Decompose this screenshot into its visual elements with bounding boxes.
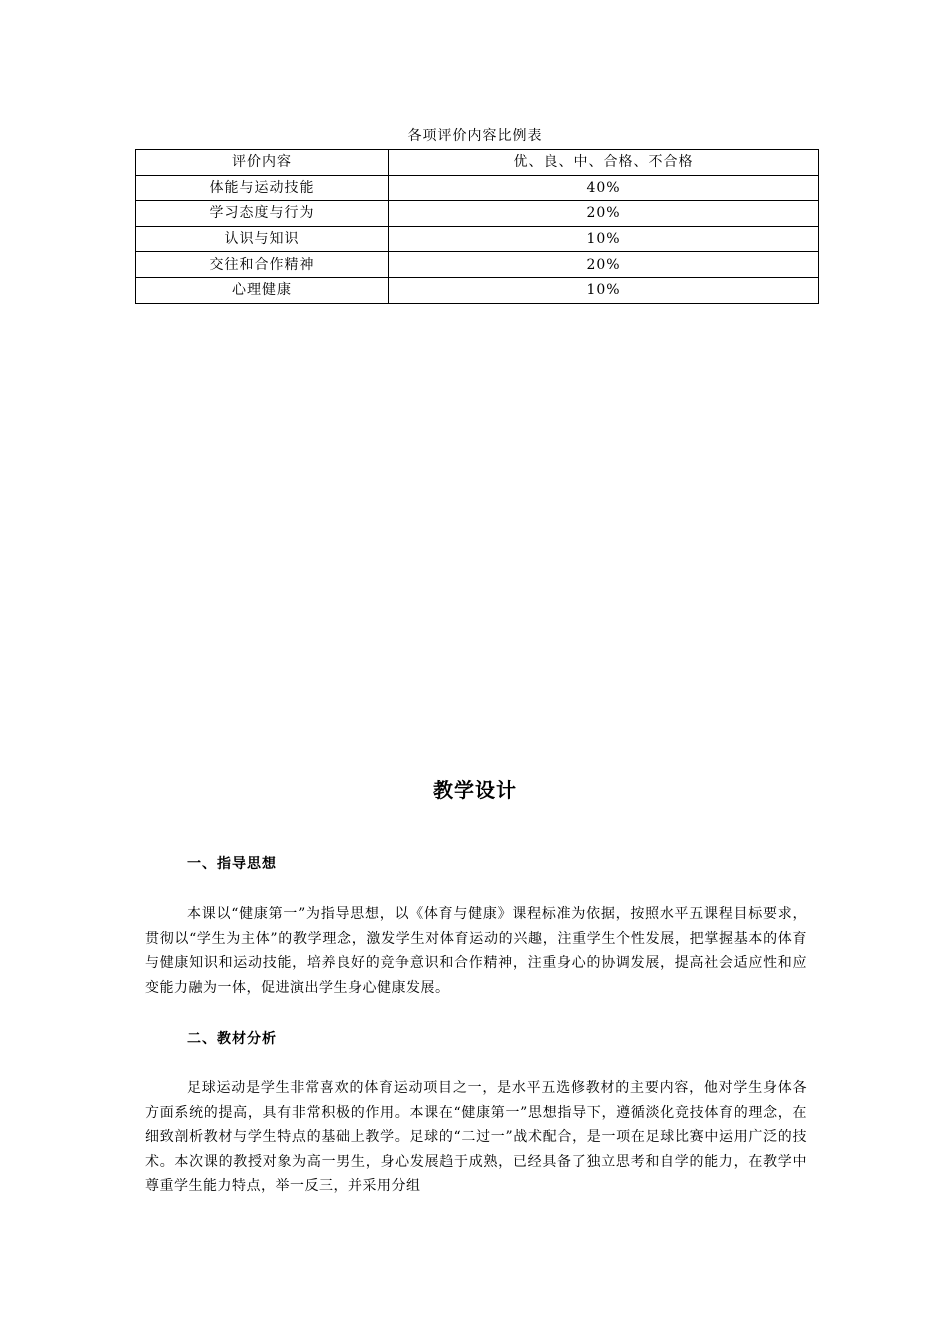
- table-cell-item: 认识与知识: [136, 226, 389, 252]
- table-header-row: [136, 150, 819, 176]
- section-heading-guiding-idea: 一、指导思想: [187, 856, 277, 872]
- section-paragraph-material-analysis: 足球运动是学生非常喜欢的体育运动项目之一，是水平五选修教材的主要内容，他对学生身体各方面系统的提高，具有非常积极的作用。本课在“健康第一”思想指导下，遵循淡化竞技体育的理念，在细致剖析教材与学生特点的基础上教学。足球的“二过一”战术配合，是一项在足球比赛中运用广泛的技术。本次课的教授对象为高一男生，身心发展趋于成熟，已经具备了独立思考和自学的能力，在教学中尊重学生能力特点，举一反三，并采用分组: [145, 1080, 807, 1194]
- table-cell-ratio: 40%: [389, 175, 819, 201]
- table-header-cell: 评价内容: [136, 150, 389, 176]
- table-cell-ratio: 10%: [389, 226, 819, 252]
- section-paragraph-guiding-idea: 本课以“健康第一”为指导思想，以《体育与健康》课程标准为依据，按照水平五课程目标要求，贯彻以“学生为主体”的教学理念，激发学生对体育运动的兴趣，注重学生个性发展，把掌握基本的体育与健康知识和运动技能，培养良好的竞争意识和合作精神，注重身心的协调发展，提高社会适应性和应变能力融为一体，促进演出学生身心健康发展。: [145, 906, 807, 996]
- table-row: [136, 252, 819, 278]
- section-heading-material-analysis: 二、教材分析: [187, 1031, 277, 1047]
- document-title: 教学设计: [433, 778, 517, 802]
- table-cell-ratio: 20%: [389, 201, 819, 227]
- table-cell-item: 心理健康: [136, 277, 389, 303]
- table-cell-item: 学习态度与行为: [136, 201, 389, 227]
- table-cell-item: 交往和合作精神: [136, 252, 389, 278]
- table-row: [136, 175, 819, 201]
- table-row: [136, 201, 819, 227]
- table-row: [136, 277, 819, 303]
- table-cell-ratio: 10%: [389, 277, 819, 303]
- table-header-cell: 优、良、中、合格、不合格: [389, 150, 819, 176]
- evaluation-ratio-table: [135, 149, 819, 304]
- table-row: [136, 226, 819, 252]
- table-caption: 各项评价内容比例表: [407, 128, 543, 144]
- table-cell-ratio: 20%: [389, 252, 819, 278]
- table-cell-item: 体能与运动技能: [136, 175, 389, 201]
